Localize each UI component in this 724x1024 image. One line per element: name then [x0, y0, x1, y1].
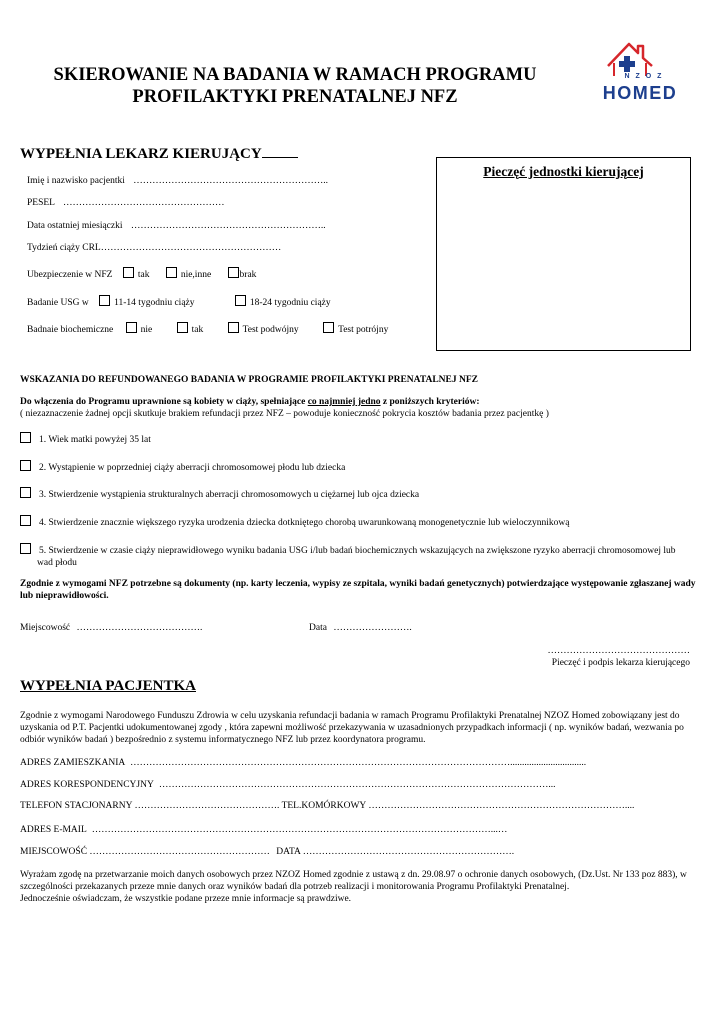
requirement-text: Zgodnie z wymogami NFZ potrzebne są dokumenty (np. karty leczenia, wypisy ze szpitala, wyniki badań genetycznych) potwierdzające występowanie zgłaszanej wady lub nieprawidłowości. [20, 579, 696, 601]
patient-name-label: Imię i nazwisko pacjentki [27, 176, 125, 186]
option-label: tak [191, 325, 204, 335]
doctor-heading-text: WYPEŁNIA LEKARZ KIERUJĄCY [20, 146, 262, 162]
insurance-option-nie-inne[interactable] [166, 270, 211, 280]
patient-date-field[interactable] [276, 847, 514, 857]
option-label: Test potrójny [338, 325, 389, 335]
place-field[interactable] [20, 623, 202, 633]
address-dots: …………………………………………………………………………………………………………................................ [130, 758, 587, 768]
homed-logo [584, 32, 694, 112]
biochem-row [27, 322, 388, 335]
usg-row [27, 295, 331, 308]
criterion-2[interactable] [20, 460, 345, 474]
checkbox[interactable] [177, 322, 188, 333]
stamp-title: Pieczęć jednostki kierującej [483, 164, 644, 179]
insurance-option-brak[interactable] [228, 270, 257, 280]
date-field[interactable] [309, 623, 412, 633]
indications-heading: WSKAZANIA DO REFUNDOWANEGO BADANIA W PROGRAMIE PROFILAKTYKI PRENATALNEJ NFZ [20, 375, 478, 385]
mobile-dots: ……………………………………………………………………….... [368, 801, 635, 811]
place-label: Miejscowość [20, 623, 71, 633]
logo-homed-text: HOMED [602, 83, 678, 103]
indications-intro [20, 396, 680, 420]
gdpr-text: Wyrażam zgodę na przetwarzanie moich danych osobowych przez NZOZ Homed zgodnie z ustawą z dn. 29.08.97 o ochronie danych osobowych, (Dz.Ust. Nr 133 poz 883), w szczególności przekazanych przeze mnie danych oraz wyników badań dla potrzeb realizacji i monitorowania Programu Profilaktyki Prenatalnej. [20, 870, 687, 892]
pesel-label: PESEL [27, 198, 55, 208]
document-title-line1: SKIEROWANIE NA BADANIA W RAMACH PROGRAMU [53, 65, 537, 85]
indications-note: ( niezaznaczenie żadnej opcji skutkuje brakiem refundacji przez NFZ – powoduje konieczność pokrycia kosztów badania przez pacjentkę ) [20, 409, 549, 419]
truth-declaration: Jednocześnie oświadczam, że wszystkie podane przeze mnie informacje są prawdziwe. [20, 894, 352, 904]
landline-label: TELEFON STACJONARNY [20, 801, 133, 811]
intro-text-underlined: co najmniej jedno [307, 397, 381, 407]
doctor-section-heading [20, 146, 298, 163]
criterion-4[interactable] [20, 515, 569, 529]
mobile-label: TEL.KOMÓRKOWY [281, 801, 366, 811]
biochem-option-double[interactable] [228, 325, 299, 335]
patient-name-field[interactable] [27, 176, 328, 186]
usg-option-11-14[interactable] [99, 298, 194, 308]
option-label: nie,inne [180, 270, 212, 280]
landline-dots: ………………………………………. [134, 801, 280, 811]
crl-label: Tydzień ciąży CRL [27, 243, 101, 253]
insurance-row [27, 267, 256, 280]
city-date-row [20, 847, 514, 857]
address-field[interactable] [20, 758, 586, 768]
usg-option-18-24[interactable] [235, 298, 331, 308]
consent-text: Zgodnie z wymogami Narodowego Funduszu Zdrowia w celu uzyskania refundacji badania w ramach Programu Profilaktyki Prenatalnej NZOZ Homed zobowiązany jest do uzyskania od P.T. Pacjentki udokumentowanej zgody , która zapewni możliwość przekazywania w uzasadnionych przypadkach informacji ( np. wyników badań, wezwania po odbiór wyników badań ) bezpośrednio z systemu informatycznego NFZ lub przez koordynatora programu. [20, 711, 684, 745]
checkbox[interactable] [323, 322, 334, 333]
option-label: 11-14 tygodniu ciąży [114, 298, 195, 308]
option-label: tak [137, 270, 150, 280]
checkbox[interactable] [20, 543, 31, 554]
patient-section-heading: WYPEŁNIA PACJENTKA [20, 678, 196, 694]
pesel-field[interactable] [27, 198, 225, 208]
biochem-option-nie[interactable] [126, 325, 153, 335]
lmp-field[interactable] [27, 221, 326, 231]
patient-date-label: DATA [276, 847, 301, 857]
email-field[interactable] [20, 825, 507, 835]
document-title-line2: PROFILAKTYKI PRENATALNEJ NFZ [132, 87, 458, 107]
checkbox[interactable] [228, 267, 239, 278]
email-dots: ………………………………………………………………………………………………………………...… [91, 825, 508, 835]
address-label: ADRES ZAMIESZKANIA [20, 758, 125, 768]
biochem-label: Badnaie biochemiczne [27, 325, 114, 335]
insurance-label: Ubezpieczenie w NFZ [27, 270, 113, 280]
checkbox[interactable] [20, 432, 31, 443]
checkbox[interactable] [123, 267, 134, 278]
signature-label: Pieczęć i podpis lekarza kierującego [551, 658, 690, 668]
correspondence-label: ADRES KORESPONDENCYJNY [20, 780, 154, 790]
crl-field[interactable] [27, 243, 281, 253]
option-label: nie [140, 325, 153, 335]
mobile-field[interactable] [282, 801, 635, 811]
checkbox[interactable] [20, 515, 31, 526]
lmp-dots: …………………………………………………….. [130, 221, 326, 231]
patient-name-dots: …………………………………………………….. [133, 176, 328, 186]
checkbox[interactable] [20, 487, 31, 498]
option-label: Test podwójny [242, 325, 299, 335]
city-field[interactable] [20, 847, 270, 857]
criterion-1[interactable] [20, 432, 151, 446]
signature-dots: ……………………………………… [547, 646, 690, 656]
checkbox[interactable] [99, 295, 110, 306]
criterion-text: 5. Stwierdzenie w czasie ciąży nieprawidłowego wyniku badania USG i/lub badań biochemicznych wskazujących na zwiększone ryzyko aberracji chromosomowej lub wad płodu [37, 546, 676, 568]
intro-text-a: Do włączenia do Programu uprawnione są kobiety w ciąży, spełniające [20, 397, 308, 407]
criterion-3[interactable] [20, 487, 419, 501]
gdpr-consent [20, 869, 692, 905]
intro-text-b: z poniższych kryteriów: [380, 397, 480, 407]
checkbox[interactable] [20, 460, 31, 471]
landline-field[interactable] [20, 801, 279, 811]
place-dots: …………………………………. [76, 623, 203, 633]
checkbox[interactable] [235, 295, 246, 306]
criterion-5[interactable] [20, 543, 685, 569]
checkbox[interactable] [166, 267, 177, 278]
pesel-dots: …………………………………………… [63, 198, 225, 208]
option-label: 18-24 tygodniu ciąży [249, 298, 331, 308]
city-label: MIEJSCOWOŚĆ [20, 847, 88, 857]
checkbox[interactable] [126, 322, 137, 333]
crl-dots: ………………………………………………… [100, 243, 282, 253]
criterion-text: 1. Wiek matki powyżej 35 lat [39, 435, 151, 445]
correspondence-dots: ……………………………………………………………………………………………………………... [158, 780, 556, 790]
criterion-text: 4. Stwierdzenie znacznie większego ryzyka urodzenia dziecka dotkniętego chorobą uwarunkowaną monogenetycznie lub wieloczynnikową [39, 518, 570, 528]
email-label: ADRES E-MAIL [20, 825, 87, 835]
date-label: Data [309, 623, 327, 633]
city-dots: ………………………………………………… [89, 847, 270, 857]
phone-row [20, 801, 634, 811]
biochem-option-triple[interactable] [323, 325, 388, 335]
patient-date-dots: …………………………………………………………. [302, 847, 515, 857]
usg-label: Badanie USG w [27, 298, 89, 308]
option-label: brak [239, 270, 257, 280]
correspondence-field[interactable] [20, 780, 555, 790]
logo-nzoz-text: N Z O Z [624, 73, 664, 80]
criterion-text: 2. Wystąpienie w poprzedniej ciąży aberracji chromosomowej płodu lub dziecka [39, 463, 346, 473]
date-dots: ……………………. [333, 623, 412, 633]
lmp-label: Data ostatniej miesiączki [27, 221, 123, 231]
checkbox[interactable] [228, 322, 239, 333]
biochem-option-tak[interactable] [177, 325, 204, 335]
stamp-box [436, 157, 691, 351]
insurance-option-tak[interactable] [123, 270, 150, 280]
criterion-text: 3. Stwierdzenie wystąpienia strukturalnych aberracji chromosomowych u ciężarnej lub ojca dziecka [39, 490, 420, 500]
doctor-signature[interactable] [500, 645, 690, 669]
